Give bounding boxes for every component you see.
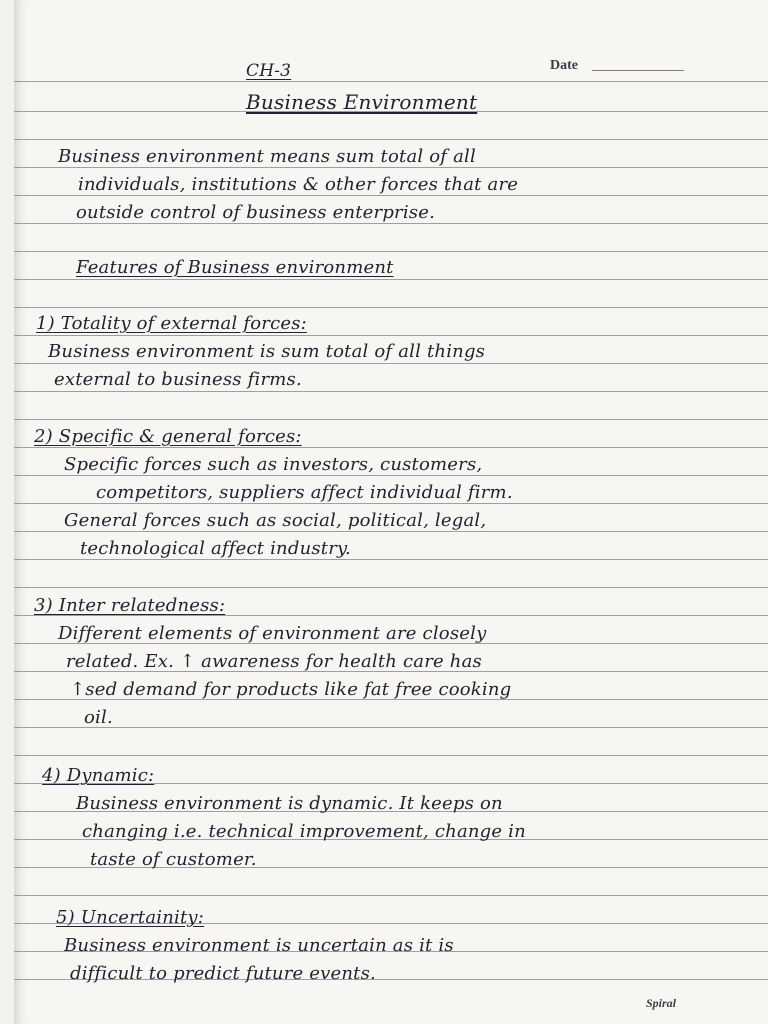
feature-line: technological affect industry. [80, 538, 351, 559]
notebook-brand: Spiral [646, 996, 677, 1010]
feature-line: General forces such as social, political, legal, [64, 510, 487, 531]
feature-line: related. Ex. ↑ awareness for health care has [66, 651, 482, 672]
intro-line: Business environment means sum total of all [58, 146, 476, 167]
feature-line: external to business firms. [54, 369, 302, 390]
feature-line: Business environment is uncertain as it is [64, 935, 454, 956]
feature-line: Different elements of environment are closely [58, 623, 487, 644]
feature-line: Business environment is dynamic. It keeps on [76, 793, 503, 814]
feature-line: difficult to predict future events. [70, 963, 376, 984]
feature-line: Business environment is sum total of all things [48, 341, 486, 362]
intro-line: individuals, institutions & other forces that are [78, 174, 519, 195]
feature-heading: 5) Uncertainity: [56, 907, 205, 928]
date-line [592, 70, 684, 71]
feature-heading: 3) Inter relatedness: [34, 595, 226, 616]
features-heading: Features of Business environment [76, 257, 394, 278]
feature-line: oil. [84, 707, 113, 728]
feature-line: competitors, suppliers affect individual firm. [96, 482, 513, 503]
feature-line: taste of customer. [90, 849, 257, 870]
date-label: Date [550, 58, 578, 73]
intro-line: outside control of business enterprise. [76, 202, 436, 223]
feature-heading: 2) Specific & general forces: [34, 426, 302, 447]
chapter-number: CH-3 [246, 61, 292, 81]
feature-heading: 1) Totality of external forces: [36, 313, 307, 334]
page-title: Business Environment [246, 90, 478, 114]
feature-line: ↑sed demand for products like fat free cooking [70, 679, 512, 700]
feature-line: Specific forces such as investors, customers, [64, 454, 483, 475]
feature-heading: 4) Dynamic: [42, 765, 155, 786]
feature-line: changing i.e. technical improvement, change in [82, 821, 526, 842]
